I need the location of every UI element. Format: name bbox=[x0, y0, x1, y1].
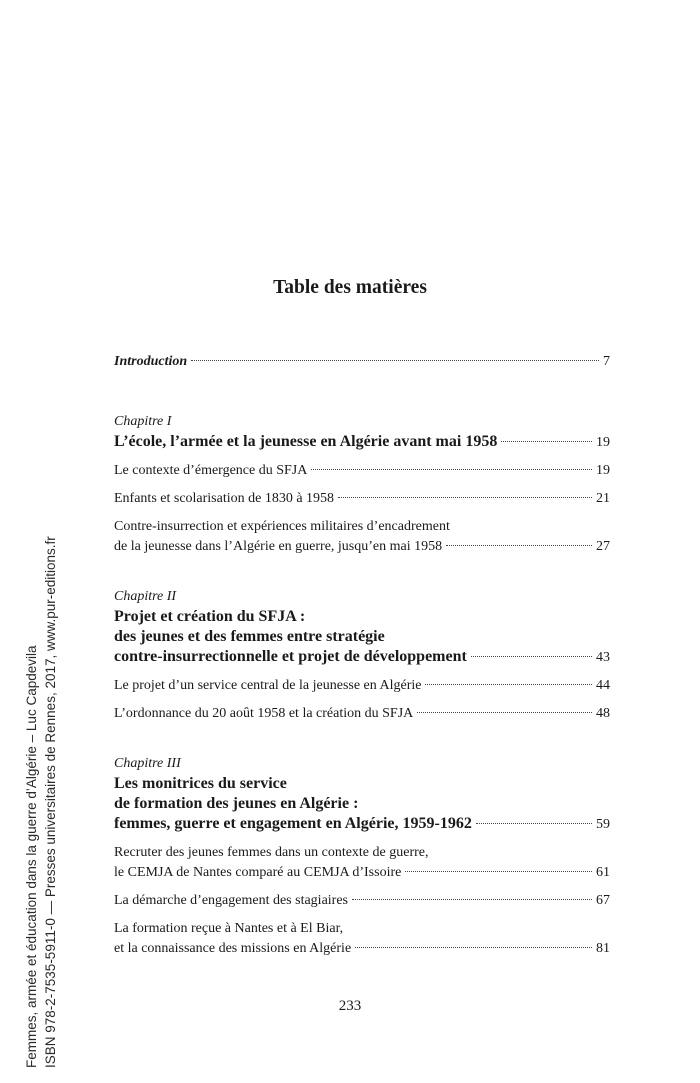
toc-introduction[interactable] bbox=[114, 352, 610, 372]
chapter-heading-line: des jeunes et des femmes entre stratégie bbox=[114, 628, 385, 645]
toc-page-number: 44 bbox=[596, 678, 610, 693]
toc-section-entry[interactable] bbox=[114, 843, 610, 883]
toc-section-entry[interactable] bbox=[114, 676, 610, 696]
copyright-line-1: Femmes, armée et éducation dans la guerre d’Algérie – Luc Capdevila bbox=[24, 645, 39, 1068]
chapter-heading[interactable] bbox=[114, 432, 610, 453]
chapter-label: Chapitre III bbox=[114, 756, 181, 771]
chapter-heading-text: femmes, guerre et engagement en Algérie, 1959-1962 bbox=[114, 815, 472, 832]
chapter-heading-line: de formation des jeunes en Algérie : bbox=[114, 795, 359, 812]
chapters-container bbox=[114, 412, 610, 959]
leader-dots bbox=[191, 360, 599, 361]
leader-dots bbox=[417, 712, 592, 713]
section-title-line: La formation reçue à Nantes et à El Biar, bbox=[114, 921, 344, 936]
leader-dots bbox=[476, 823, 592, 824]
section-title-text: Le contexte d’émergence du SFJA bbox=[114, 463, 308, 478]
section-last-line bbox=[114, 461, 610, 481]
section-title-text: Enfants et scolarisation de 1830 à 1958 bbox=[114, 491, 335, 506]
section-title-text: La démarche d’engagement des stagiaires bbox=[114, 893, 349, 908]
section-title-text: L’ordonnance du 20 août 1958 et la création du SFJA bbox=[114, 706, 414, 721]
toc-page-number: 19 bbox=[596, 463, 610, 478]
leader-dots bbox=[425, 684, 592, 685]
chapter-heading-text: L’école, l’armée et la jeunesse en Algérie avant mai 1958 bbox=[114, 433, 498, 450]
section-last-line bbox=[114, 891, 610, 911]
copyright-line-2: ISBN 978-2-7535-5911-0 — Presses universitaires de Rennes, 2017, www.pur-editions.fr bbox=[43, 536, 58, 1068]
copyright-sidebar bbox=[22, 488, 60, 1068]
section-last-line bbox=[114, 489, 610, 509]
chapter-heading-text: contre-insurrectionnelle et projet de développement bbox=[114, 648, 467, 665]
toc-section-entry[interactable] bbox=[114, 891, 610, 911]
leader-dots bbox=[501, 441, 592, 442]
chapter-block bbox=[114, 754, 610, 959]
chapter-heading-line: Les monitrices du service bbox=[114, 775, 287, 792]
chapter-label: Chapitre II bbox=[114, 589, 177, 604]
toc-page-number: 81 bbox=[596, 941, 610, 956]
leader-dots bbox=[471, 656, 592, 657]
toc-page-number: 7 bbox=[603, 354, 610, 369]
leader-dots bbox=[338, 497, 592, 498]
leader-dots bbox=[446, 545, 592, 546]
chapter-heading-last-line bbox=[114, 814, 610, 835]
leader-dots bbox=[355, 947, 592, 948]
chapter-heading[interactable] bbox=[114, 607, 610, 668]
toc-section-entry[interactable] bbox=[114, 517, 610, 557]
chapter-heading[interactable] bbox=[114, 774, 610, 835]
section-last-line bbox=[114, 676, 610, 696]
section-last-line bbox=[114, 939, 610, 959]
toc-page-number: 21 bbox=[596, 491, 610, 506]
chapter-heading-last-line bbox=[114, 647, 610, 668]
section-last-line bbox=[114, 704, 610, 724]
toc-page-number: 48 bbox=[596, 706, 610, 721]
chapter-heading-line: Projet et création du SFJA : bbox=[114, 608, 306, 625]
toc-page-number: 43 bbox=[596, 650, 610, 665]
section-title-text: et la connaissance des missions en Algérie bbox=[114, 941, 352, 956]
toc-section-entry[interactable] bbox=[114, 704, 610, 724]
toc-page-number: 19 bbox=[596, 435, 610, 450]
section-title-text: de la jeunesse dans l’Algérie en guerre, jusqu’en mai 1958 bbox=[114, 539, 443, 554]
table-of-contents bbox=[114, 352, 610, 967]
section-title-text: Le projet d’un service central de la jeunesse en Algérie bbox=[114, 678, 422, 693]
toc-page-number: 67 bbox=[596, 893, 610, 908]
toc-page-number: 61 bbox=[596, 865, 610, 880]
leader-dots bbox=[311, 469, 592, 470]
leader-dots bbox=[405, 871, 592, 872]
section-title-line: Contre-insurrection et expériences militaires d’encadrement bbox=[114, 519, 450, 534]
section-last-line bbox=[114, 537, 610, 557]
page-title: Table des matières bbox=[273, 277, 427, 298]
section-last-line bbox=[114, 863, 610, 883]
page-number: 233 bbox=[338, 998, 362, 1014]
toc-section-entry[interactable] bbox=[114, 919, 610, 959]
toc-page-number: 27 bbox=[596, 539, 610, 554]
chapter-heading-last-line bbox=[114, 432, 610, 453]
chapter-block bbox=[114, 412, 610, 557]
toc-page-number: 59 bbox=[596, 817, 610, 832]
chapter-block bbox=[114, 587, 610, 724]
leader-dots bbox=[352, 899, 592, 900]
toc-section-entry[interactable] bbox=[114, 461, 610, 481]
toc-entry-title: Introduction bbox=[114, 354, 188, 369]
section-title-text: le CEMJA de Nantes comparé au CEMJA d’Issoire bbox=[114, 865, 402, 880]
chapter-label: Chapitre I bbox=[114, 414, 172, 429]
section-title-line: Recruter des jeunes femmes dans un contexte de guerre, bbox=[114, 845, 429, 860]
toc-section-entry[interactable] bbox=[114, 489, 610, 509]
